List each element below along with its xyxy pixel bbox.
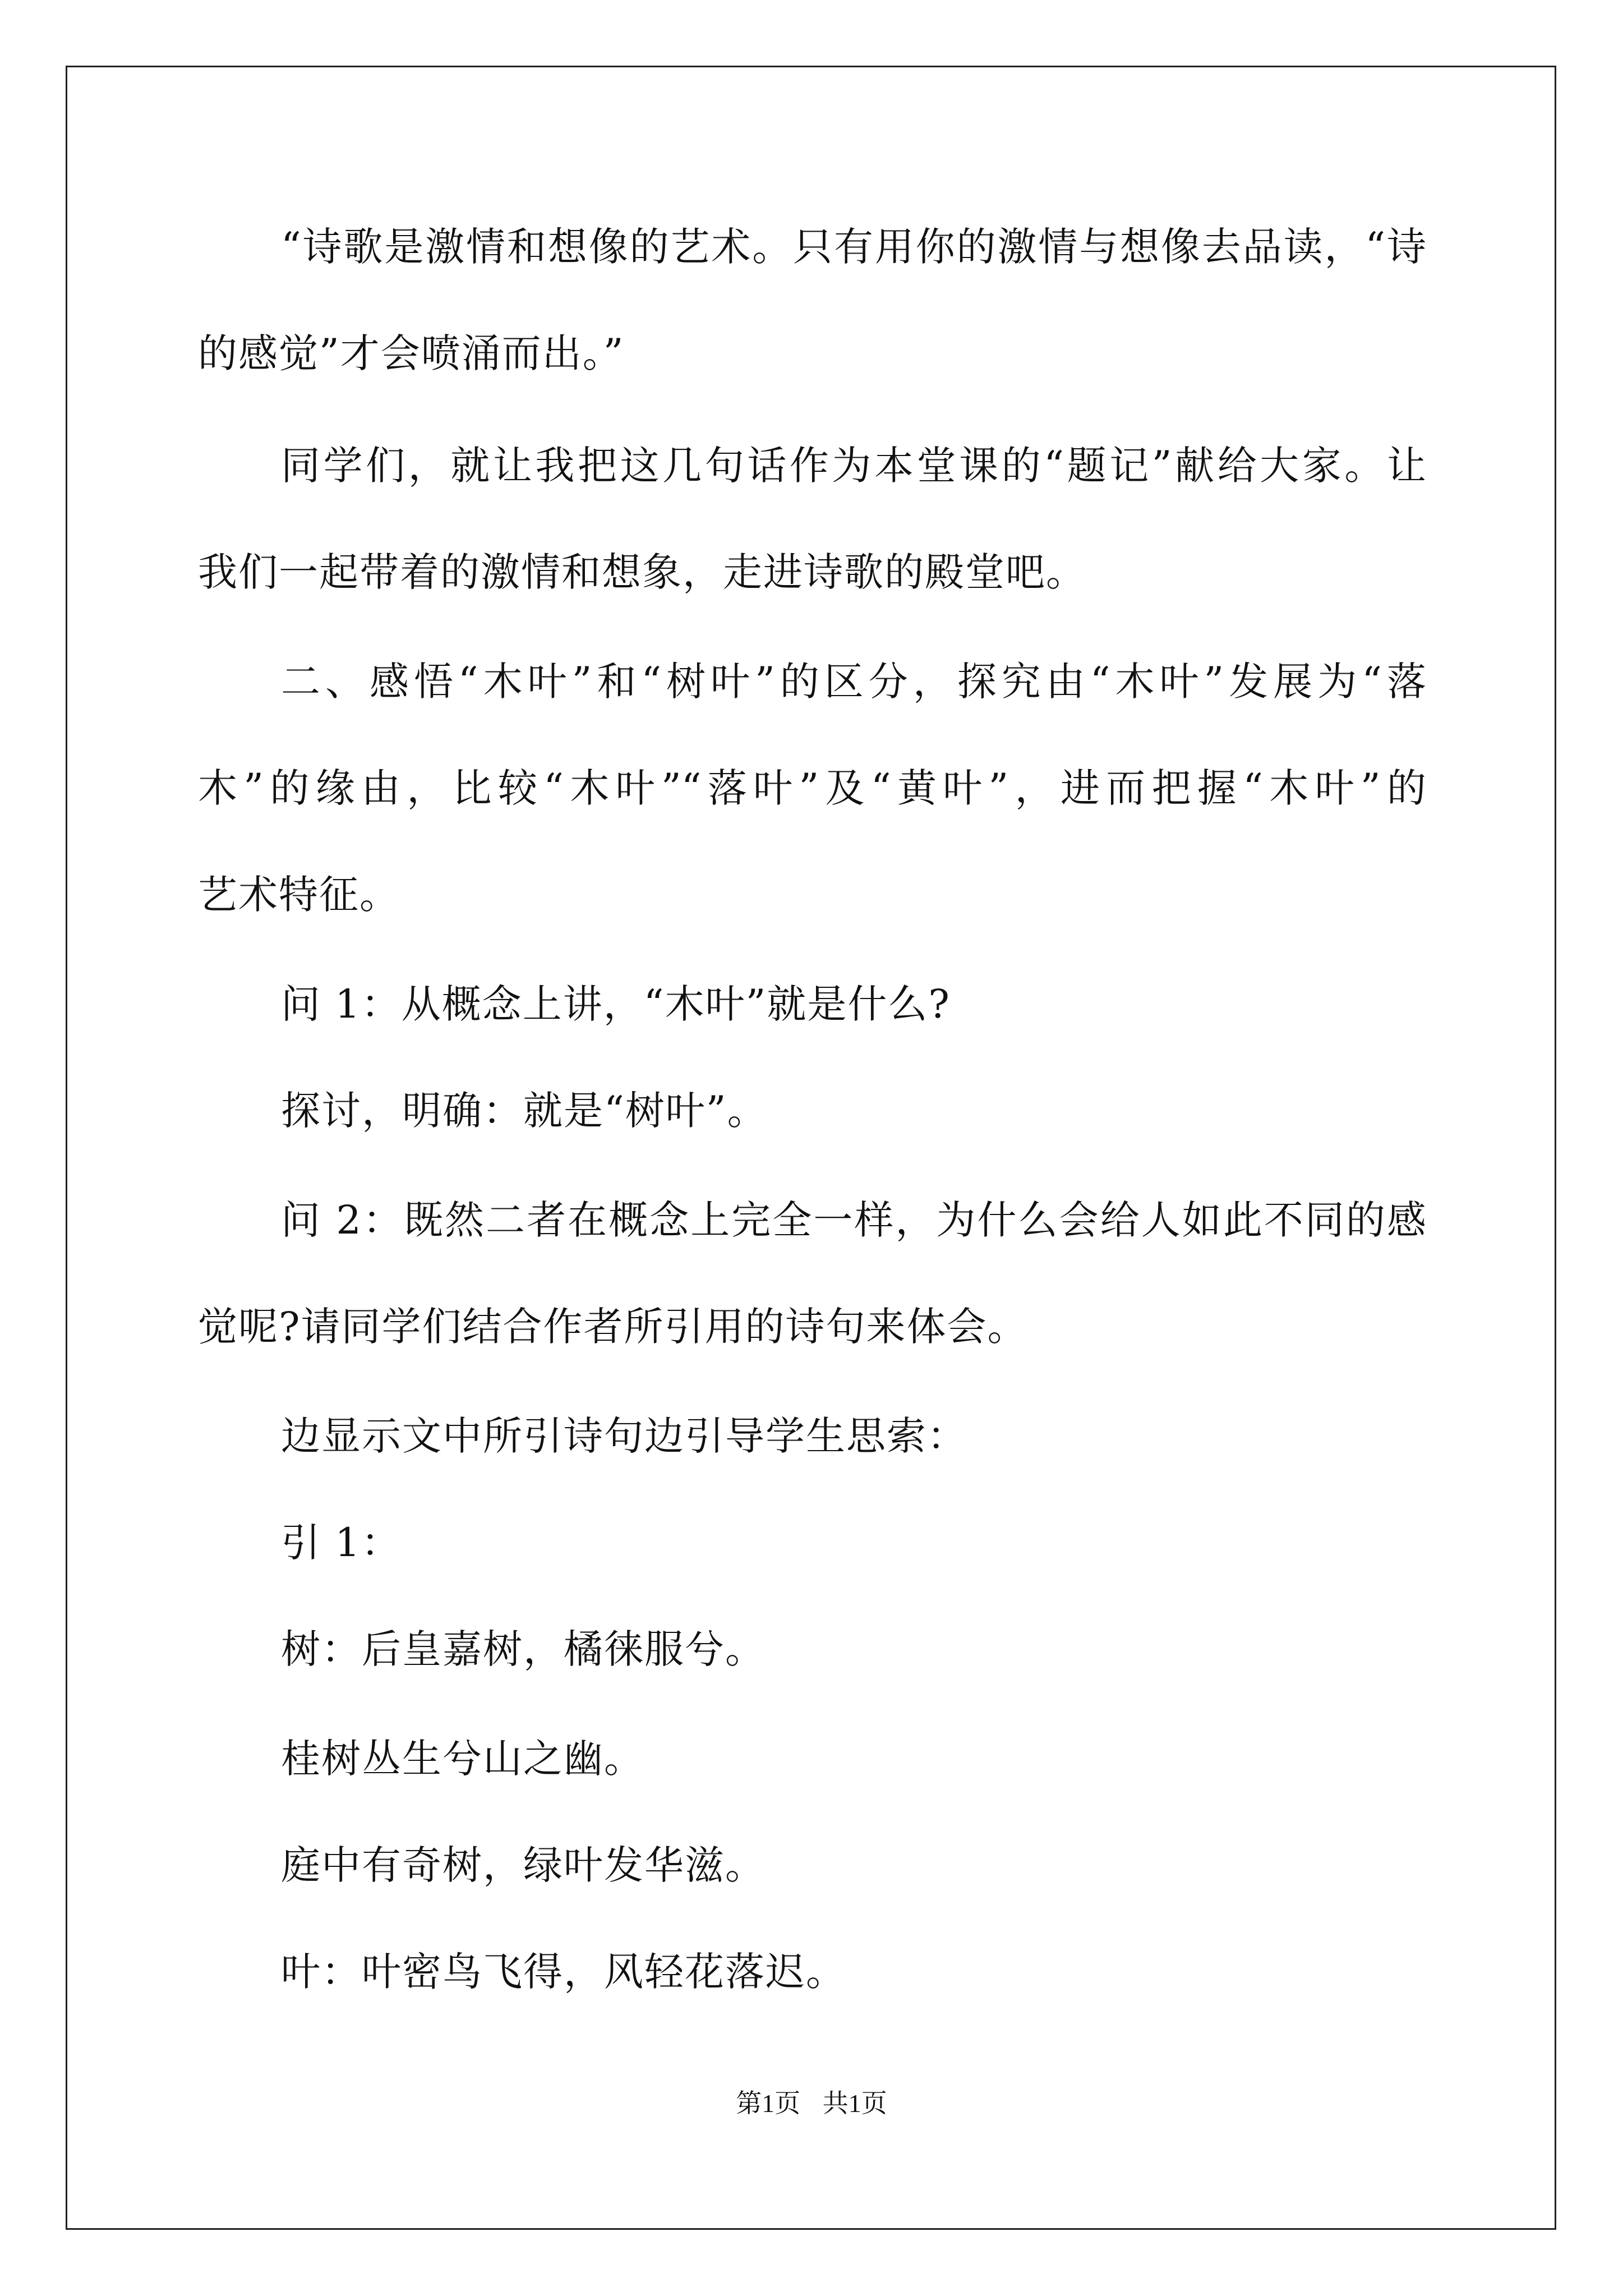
text-line: 同学们，就让我把这几句话作为本堂课的“题记”献给大家。让 bbox=[281, 443, 1426, 489]
text-line: “诗歌是激情和想像的艺术。只有用你的激情与想像去品读，“诗 bbox=[281, 224, 1426, 270]
text-line: 庭中有奇树，绿叶发华滋。 bbox=[281, 1842, 766, 1888]
text-line: 木”的缘由，比较“木叶”“落叶”及“黄叶”，进而把握“木叶”的 bbox=[198, 765, 1426, 811]
text-line: 桂树丛生兮山之幽。 bbox=[281, 1736, 644, 1782]
text-line: 树：后皇嘉树，橘徕服兮。 bbox=[281, 1626, 766, 1672]
text-line: 探讨，明确：就是“树叶”。 bbox=[281, 1088, 768, 1134]
text-line: 边显示文中所引诗句边引导学生思索： bbox=[281, 1413, 967, 1459]
page-footer bbox=[0, 2087, 1623, 2120]
text-line: 引 1： bbox=[281, 1520, 402, 1566]
text-line: 问 2：既然二者在概念上完全一样，为什么会给人如此不同的感 bbox=[281, 1197, 1426, 1243]
text-line: 问 1：从概念上讲，“木叶”就是什么? bbox=[281, 981, 951, 1027]
text-line: 叶：叶密鸟飞得，风轻花落迟。 bbox=[281, 1949, 846, 1995]
page-frame bbox=[66, 66, 1556, 2230]
page-total: 共1页 bbox=[822, 2089, 887, 2118]
text-line: 二、感悟“木叶”和“树叶”的区分，探究由“木叶”发展为“落 bbox=[281, 659, 1426, 705]
page-number: 第1页 bbox=[736, 2089, 801, 2118]
text-line: 艺术特征。 bbox=[198, 872, 400, 918]
text-line: 的感觉”才会喷涌而出。” bbox=[198, 330, 625, 376]
text-line: 我们一起带着的激情和想象，走进诗歌的殿堂吧。 bbox=[198, 549, 1086, 595]
text-line: 觉呢?请同学们结合作者所引用的诗句来体会。 bbox=[198, 1304, 1028, 1350]
